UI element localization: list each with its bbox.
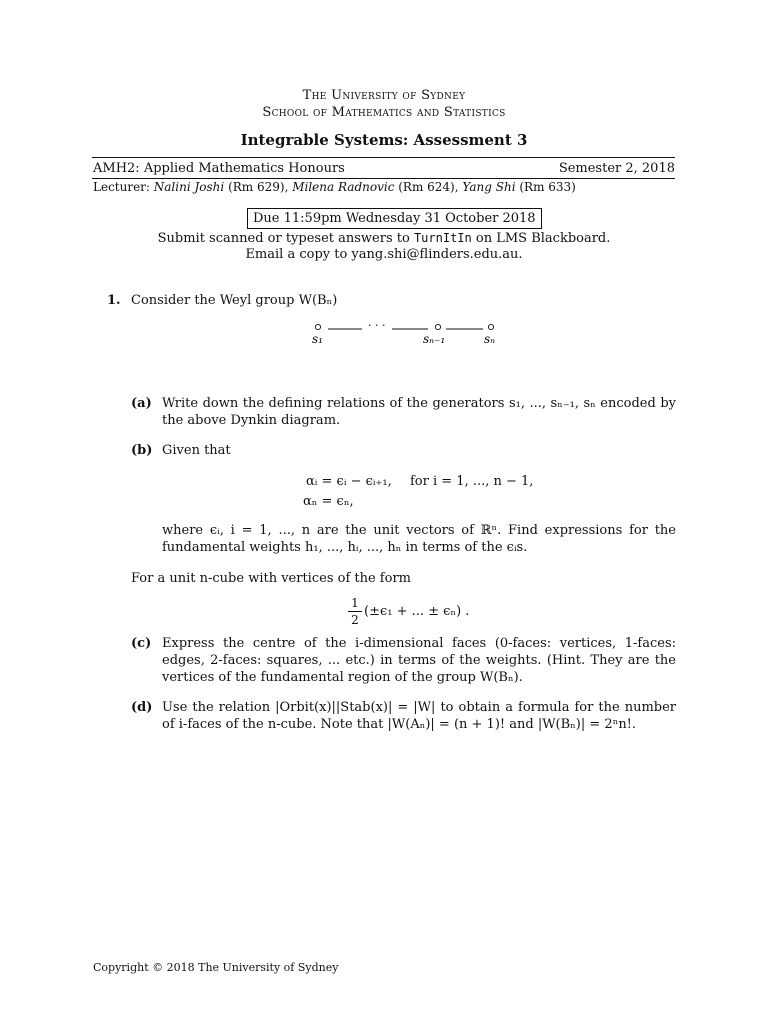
- part-b-label: (b): [131, 443, 153, 458]
- course-name: AMH2: Applied Mathematics Honours: [93, 161, 345, 176]
- top-rule: [92, 157, 675, 158]
- lecturer-3-room: (Rm 633): [515, 180, 576, 194]
- email-instructions: Email a copy to yang.shi@flinders.edu.au.: [245, 247, 523, 262]
- page-title: Integrable Systems: Assessment 3: [240, 131, 528, 149]
- copyright-footer: Copyright © 2018 The University of Sydney: [93, 961, 339, 974]
- part-c-label: (c): [131, 636, 152, 651]
- part-b-text: Given that: [162, 443, 231, 458]
- fraction-denominator: 2: [351, 613, 359, 627]
- dynkin-svg: [300, 318, 510, 348]
- lecturer-label: Lecturer:: [93, 180, 154, 194]
- dynkin-node-2: [435, 324, 440, 329]
- equation-alpha-i-condition: for i = 1, ..., n − 1,: [410, 474, 534, 489]
- cube-vertex-expression: (±ϵ₁ + ... ± ϵₙ) .: [364, 604, 470, 619]
- equation-alpha-i: αᵢ = ϵᵢ − ϵᵢ₊₁,: [306, 474, 392, 489]
- question-number: 1.: [107, 293, 121, 308]
- dynkin-node-1: [315, 324, 320, 329]
- fraction-bar: [348, 611, 362, 612]
- submit-suffix: on LMS Blackboard.: [471, 231, 611, 246]
- fraction-one-half: [345, 596, 365, 627]
- school-name: School of Mathematics and Statistics: [262, 105, 506, 120]
- dynkin-label-1: s₁: [312, 332, 323, 346]
- part-a-label: (a): [131, 396, 152, 411]
- lecturer-2-name: Milena Radnovic: [292, 180, 395, 194]
- lecturer-2-room: (Rm 624),: [394, 180, 463, 194]
- submit-tool: TurnItIn: [413, 231, 472, 245]
- question-intro: Consider the Weyl group W(Bₙ): [131, 293, 338, 308]
- part-a-text: Write down the defining relations of the generators s₁, ..., sₙ₋₁, sₙ encoded by the above Dynkin diagram.: [162, 396, 676, 428]
- dynkin-label-2: sₙ₋₁: [423, 332, 446, 346]
- dynkin-diagram: [300, 318, 510, 348]
- university-name: The University of Sydney: [302, 88, 466, 103]
- due-date-box: Due 11:59pm Wednesday 31 October 2018: [247, 208, 542, 229]
- part-b-where-text: where ϵᵢ, i = 1, ..., n are the unit vectors of ℝⁿ. Find expressions for the fundamental weights h₁, ..., hᵢ, ..., hₙ in terms of the ϵᵢs.: [162, 523, 676, 555]
- dynkin-node-3: [488, 324, 493, 329]
- equation-alpha-n: αₙ = ϵₙ,: [303, 494, 354, 509]
- lecturer-line: [93, 180, 576, 194]
- submit-prefix: Submit scanned or typeset answers to: [157, 231, 414, 246]
- part-c-text: Express the centre of the i-dimensional faces (0-faces: vertices, 1-faces: edges, 2-faces: squares, ... etc.) in terms of the weights. (Hint. They are the vertices of the fundamental region of the group W(Bₙ).: [162, 636, 676, 685]
- submit-instructions: [0, 231, 768, 246]
- dynkin-ellipsis: · · ·: [368, 319, 386, 332]
- part-d-label: (d): [131, 700, 153, 715]
- lecturer-1-name: Nalini Joshi: [153, 180, 225, 194]
- lecturer-3-name: Yang Shi: [462, 180, 516, 194]
- middle-rule: [92, 178, 675, 179]
- part-d-text: Use the relation |Orbit(x)||Stab(x)| = |W| to obtain a formula for the number of i-faces of the n-cube. Note that |W(Aₙ)| = (n + 1)! and |W(Bₙ)| = 2ⁿn!.: [162, 700, 676, 732]
- dynkin-label-3: sₙ: [484, 332, 496, 346]
- fraction-numerator: 1: [351, 596, 359, 610]
- cube-intro: For a unit n-cube with vertices of the form: [131, 571, 411, 586]
- semester-label: Semester 2, 2018: [558, 161, 675, 176]
- lecturer-1-room: (Rm 629),: [224, 180, 293, 194]
